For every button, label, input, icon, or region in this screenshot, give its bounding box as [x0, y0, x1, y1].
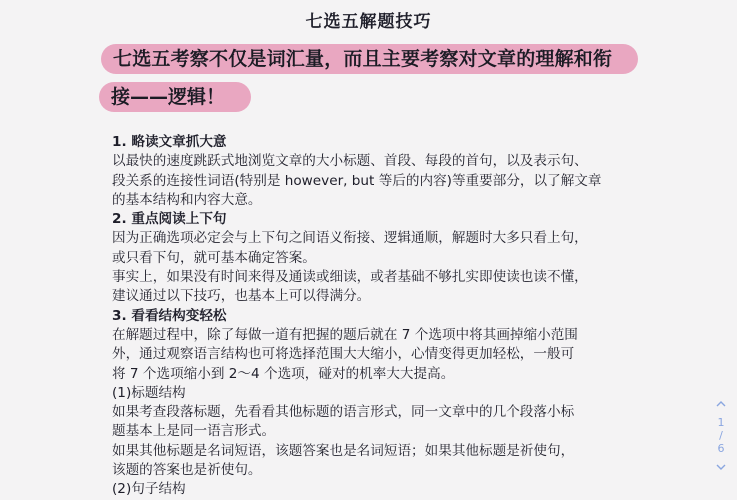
paragraph-line: 或只看下句，就可基本确定答案。: [112, 249, 316, 266]
paragraph-line: 外，通过观察语言结构也可将选择范围大大缩小，心情变得更加轻松，一般可: [112, 346, 575, 363]
page-indicator: [712, 398, 730, 479]
current-page-number: 1: [717, 416, 725, 429]
paragraph-line: 以最快的速度跳跃式地浏览文章的大小标题、首段、每段的首句，以及表示句、: [112, 153, 588, 170]
paragraph-line: 建议通过以下技巧，也基本上可以得满分。: [112, 288, 371, 305]
paragraph-line: 如果考查段落标题，先看看其他标题的语言形式，同一文章中的几个段落小标: [112, 404, 575, 421]
section-heading-context: 2. 重点阅读上下句: [112, 211, 227, 228]
subsection-title-structure: (1)标题结构: [112, 384, 186, 401]
paragraph-line: 题基本上是同一语言形式。: [112, 423, 276, 440]
section-heading-skim: 1. 略读文章抓大意: [112, 134, 227, 150]
paragraph-line: 的基本结构和内容大意。: [112, 191, 262, 208]
chevron-down-icon[interactable]: [712, 461, 730, 479]
total-page-count: 6: [717, 442, 725, 455]
paragraph-line: 该题的答案也是祈使句。: [112, 462, 262, 479]
section-heading-structure: 3. 看看结构变轻松: [112, 307, 227, 324]
page-separator: /: [719, 429, 723, 442]
chevron-up-icon[interactable]: [712, 398, 730, 416]
paragraph-line: 因为正确选项必定会与上下句之间语义衔接、逻辑通顺，解题时大多只看上句，: [112, 230, 588, 247]
paragraph-line: 在解题过程中，除了每做一道有把握的题后就在 7 个选项中将其画掉缩小范围: [112, 326, 578, 343]
document-title: 七选五解题技巧: [305, 12, 432, 32]
paragraph-line: 事实上，如果没有时间来得及通读或细读，或者基础不够扎实即使读也读不懂，: [112, 269, 588, 286]
document-body: [112, 133, 642, 500]
paragraph-line: 段关系的连接性词语(特别是 however, but 等后的内容)等重要部分，以了解文章: [112, 172, 602, 189]
highlighted-summary-line-2: 接——逻辑！: [99, 82, 251, 112]
paragraph-line: 如果其他标题是名词短语，该题答案也是名词短语；如果其他标题是祈使句，: [112, 442, 575, 459]
paragraph-line: 将 7 个选项缩小到 2～4 个选项，碰对的机率大大提高。: [112, 365, 455, 382]
subsection-sentence-structure: (2)句子结构: [112, 481, 186, 498]
highlighted-summary-line-1: 七选五考察不仅是词汇量，而且主要考察对文章的理解和衔: [101, 44, 638, 74]
